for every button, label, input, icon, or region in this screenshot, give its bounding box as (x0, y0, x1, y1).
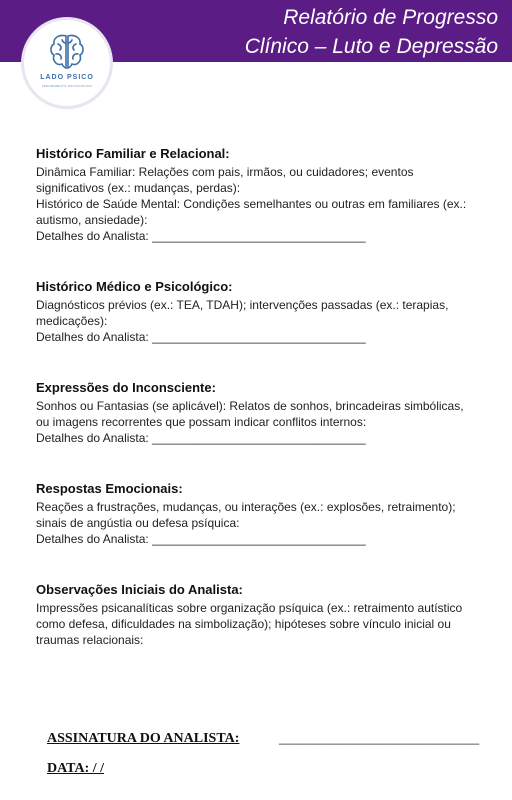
section-text: Dinâmica Familiar: Relações com pais, irmãos, ou cuidadores; eventos significativos (ex.: mudanças, perdas): (36, 165, 414, 195)
lado-psico-logo (24, 20, 110, 106)
signature-line[interactable]: ______________________________ (279, 731, 480, 745)
analyst-details-field[interactable]: Detalhes do Analista: ________________________________ (36, 330, 366, 344)
signature-block (47, 731, 487, 777)
analyst-details-field[interactable]: Detalhes do Analista: ________________________________ (36, 229, 366, 243)
section-text: Reações a frustrações, mudanças, ou interações (ex.: explosões, retraimento); sinais de angústia ou defesa psíquica: (36, 500, 456, 530)
logo-text: LADO PSICO (40, 74, 94, 81)
section-observacoes-iniciais (36, 581, 476, 648)
section-text: Sonhos ou Fantasias (se aplicável): Relatos de sonhos, brincadeiras simbólicas, ou imagens recorrentes que possam indicar conflitos internos: (36, 399, 464, 429)
signature-label: ASSINATURA DO ANALISTA: (47, 731, 240, 746)
report-title (245, 3, 498, 61)
section-text: Histórico de Saúde Mental: Condições semelhantes ou outras em familiares (ex.: autismo, ansiedade): (36, 197, 467, 227)
report-content (36, 145, 476, 682)
analyst-details-field[interactable]: Detalhes do Analista: ________________________________ (36, 532, 366, 546)
section-heading: Histórico Médico e Psicológico: (36, 279, 233, 294)
logo-subtext: ATENDIMENTO PSICOLÓGICO (41, 84, 93, 88)
report-title-line1: Relatório de Progresso (283, 6, 498, 29)
section-historico-medico (36, 278, 476, 345)
date-field[interactable]: DATA: / / (47, 761, 105, 776)
section-text: Impressões psicanalíticas sobre organização psíquica (ex.: retraimento autístico como defesa, dificuldades na simbolização); hipóteses sobre vínculo inicial ou traumas relacionais: (36, 601, 463, 647)
brain-icon (49, 32, 85, 72)
section-heading: Expressões do Inconsciente: (36, 380, 216, 395)
section-text: Diagnósticos prévios (ex.: TEA, TDAH); intervenções passadas (ex.: terapias, medicações): (36, 298, 449, 328)
signature-row (47, 731, 487, 755)
section-historico-familiar (36, 145, 476, 244)
section-heading: Histórico Familiar e Relacional: (36, 146, 230, 161)
analyst-details-field[interactable]: Detalhes do Analista: ________________________________ (36, 431, 366, 445)
section-respostas-emocionais (36, 480, 476, 547)
section-expressoes-inconsciente (36, 379, 476, 446)
section-heading: Respostas Emocionais: (36, 481, 183, 496)
report-title-line2: Clínico – Luto e Depressão (244, 35, 498, 58)
section-heading: Observações Iniciais do Analista: (36, 582, 243, 597)
